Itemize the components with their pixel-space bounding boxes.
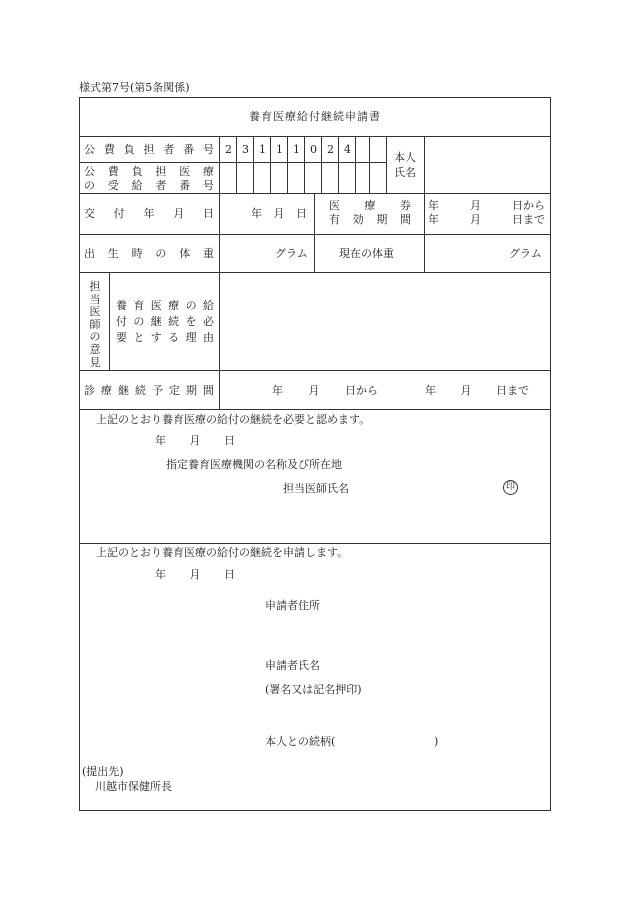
digit-divider (338, 136, 339, 193)
submit-to-label: (提出先) (82, 765, 124, 778)
certification-statement: 上記のとおり養育医療の給付の継続を必要と認めます。 (96, 413, 371, 426)
digit-divider (270, 136, 271, 193)
row-divider (80, 370, 550, 371)
issue-date-value: 年 月 日 (251, 207, 307, 220)
column-divider (109, 272, 110, 370)
form-title: 養育医療給付継続申請書 (249, 110, 381, 123)
ticket-valid-from: 年 月 日から (428, 199, 545, 212)
relationship-label: 本人との続柄( (265, 735, 336, 748)
recipient-label-line1: 公 費 負 担 医 療 (84, 165, 214, 178)
public-burden-digit: 1 (276, 143, 283, 156)
submit-to-value: 川越市保健所長 (95, 780, 172, 793)
application-statement: 上記のとおり養育医療の給付の継続を申請します。 (96, 546, 349, 559)
birth-weight-label: 出 生 時 の 体 重 (84, 247, 214, 260)
relationship-close: ) (434, 735, 439, 748)
recipient-label-line2: の 受 給 者 番 号 (84, 179, 214, 192)
public-burden-digit: 0 (310, 143, 317, 156)
column-divider (314, 193, 315, 272)
reason-line2: 付 の 継 続 を 必 (116, 315, 214, 328)
application-date: 年 月 日 (155, 568, 235, 581)
digit-divider (369, 136, 370, 193)
seal-mark: 印 (503, 480, 518, 495)
row-divider (80, 543, 550, 544)
certification-date: 年 月 日 (155, 434, 235, 447)
digit-divider (236, 136, 237, 193)
applicant-address-label: 申請者住所 (265, 599, 320, 612)
public-burden-digit: 1 (259, 143, 266, 156)
reason-line3: 要 と す る 理 由 (116, 331, 214, 344)
digit-divider (321, 136, 322, 193)
institution-label: 指定養育医療機関の名称及び所在地 (166, 458, 342, 471)
doctor-name-label: 担当医師氏名 (283, 482, 349, 495)
signature-note: (署名又は記名押印) (265, 683, 362, 696)
name-label-line2: 氏名 (394, 166, 416, 179)
public-burden-digit: 3 (242, 143, 249, 156)
public-burden-digit: 2 (327, 143, 334, 156)
column-divider (219, 136, 220, 370)
row-divider (80, 162, 386, 163)
public-burden-digit: 2 (225, 143, 232, 156)
form-number: 様式第7号(第5条関係) (79, 81, 190, 94)
ticket-label-line1: 医 療 券 (329, 199, 411, 212)
row-divider (80, 193, 550, 194)
public-burden-digit: 1 (293, 143, 300, 156)
current-weight-label: 現在の体重 (339, 247, 394, 260)
treatment-period-from: 年 月 日から (272, 384, 378, 397)
column-divider (386, 136, 387, 193)
row-divider (80, 409, 550, 410)
reason-line1: 養 育 医 療 の 給 (116, 299, 214, 312)
column-divider (424, 136, 425, 193)
digit-divider (355, 136, 356, 193)
treatment-period-to: 年 月 日まで (425, 384, 529, 397)
column-divider (424, 193, 425, 272)
treatment-period-label: 診 療 継 続 予 定 期 間 (84, 384, 214, 397)
row-divider (80, 234, 550, 235)
column-divider (219, 370, 220, 409)
public-burden-digit: 4 (344, 143, 351, 156)
issue-date-label: 交 付 年 月 日 (84, 207, 214, 220)
birth-weight-unit: グラム (275, 247, 308, 260)
public-burden-label: 公 費 負 担 者 番 号 (84, 143, 214, 156)
row-divider (80, 136, 550, 137)
digit-divider (287, 136, 288, 193)
row-divider (80, 272, 550, 273)
current-weight-unit: グラム (509, 247, 542, 260)
applicant-name-label: 申請者氏名 (265, 659, 320, 672)
digit-divider (304, 136, 305, 193)
name-label-line1: 本人 (394, 151, 416, 164)
ticket-valid-to: 年 月 日まで (428, 213, 545, 226)
ticket-label-line2: 有 効 期 間 (329, 213, 411, 226)
digit-divider (253, 136, 254, 193)
doctor-opinion-label: 担当医師の意見 (89, 280, 101, 369)
